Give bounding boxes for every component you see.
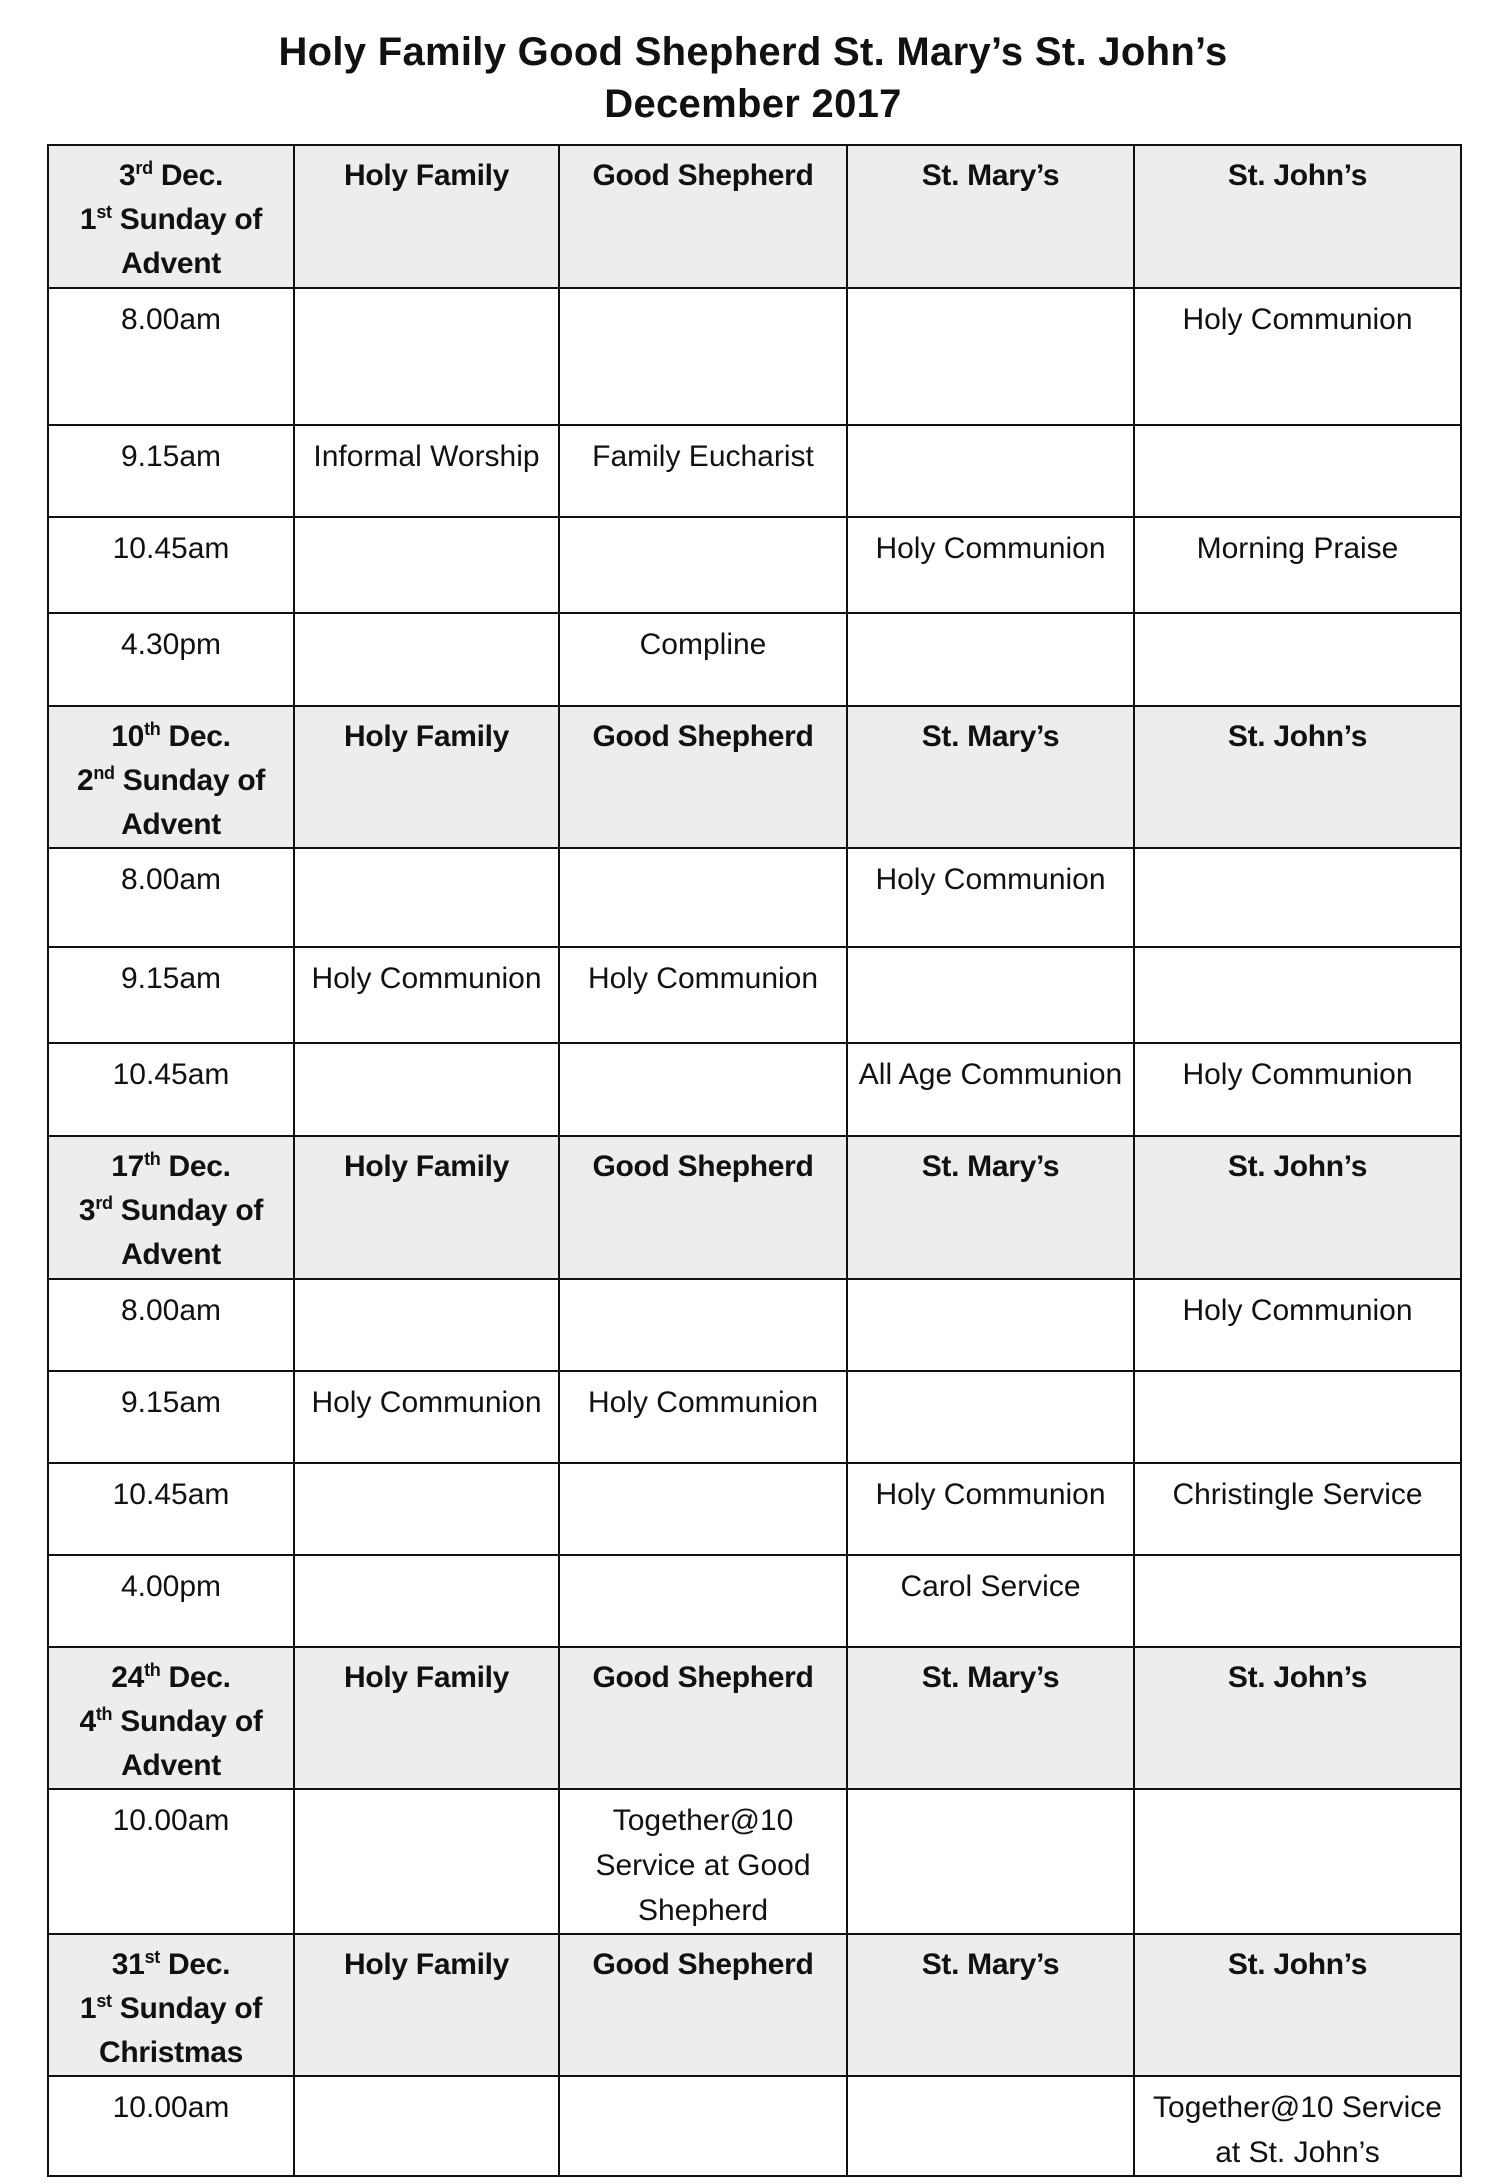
sunday-text: Sunday of	[111, 203, 263, 236]
church-header-st-johns: St. John’s	[1134, 706, 1461, 848]
sunday-text: Sunday of	[111, 1992, 263, 2025]
service-cell-holy-family: Holy Communion	[294, 947, 559, 1043]
sunday-number: 2	[76, 764, 94, 797]
week-date	[55, 154, 287, 198]
church-header-good-shepherd: Good Shepherd	[559, 145, 847, 288]
service-cell-good-shepherd: Compline	[559, 613, 847, 706]
service-cell-holy-family	[294, 2076, 559, 2176]
service-time: 4.00pm	[48, 1555, 294, 1647]
service-schedule-table	[47, 144, 1462, 2177]
service-cell-holy-family	[294, 1279, 559, 1371]
service-row	[48, 947, 1461, 1043]
church-header-st-johns: St. John’s	[1134, 145, 1461, 288]
sunday-suffix: rd	[95, 1193, 113, 1213]
sunday-label	[55, 198, 287, 242]
service-time: 10.00am	[48, 1789, 294, 1934]
date-number: 17	[111, 1150, 145, 1183]
service-cell-holy-family	[294, 517, 559, 613]
date-month: Dec.	[152, 159, 223, 192]
liturgical-season: Advent	[121, 1238, 221, 1271]
week-date	[55, 1656, 287, 1700]
service-cell-good-shepherd	[559, 288, 847, 425]
church-header-st-johns: St. John’s	[1134, 1647, 1461, 1789]
church-header-holy-family: Holy Family	[294, 145, 559, 288]
sunday-text: Sunday of	[112, 1705, 263, 1738]
service-cell-st-marys	[847, 1371, 1134, 1463]
service-cell-holy-family: Holy Communion	[294, 1371, 559, 1463]
service-cell-st-marys: Holy Communion	[847, 1463, 1134, 1555]
service-cell-holy-family	[294, 288, 559, 425]
week-date	[55, 715, 287, 759]
week-header-row	[48, 1136, 1461, 1279]
service-cell-st-johns: Christingle Service	[1134, 1463, 1461, 1555]
service-cell-st-marys: Carol Service	[847, 1555, 1134, 1647]
service-time: 10.45am	[48, 1043, 294, 1136]
service-time: 10.45am	[48, 1463, 294, 1555]
page-title: Holy Family Good Shepherd St. Mary’s St. John’s	[278, 30, 1228, 74]
church-header-st-johns: St. John’s	[1134, 1136, 1461, 1279]
sunday-text: Sunday of	[112, 1194, 264, 1227]
week-header-row	[48, 1934, 1461, 2076]
service-time: 8.00am	[48, 288, 294, 425]
service-cell-good-shepherd	[559, 848, 847, 947]
week-date	[55, 1943, 287, 1987]
service-row	[48, 848, 1461, 947]
service-cell-st-johns	[1134, 425, 1461, 517]
date-month: Dec.	[160, 1150, 231, 1183]
service-cell-good-shepherd: Holy Communion	[559, 1371, 847, 1463]
sunday-suffix: nd	[93, 763, 115, 783]
week-header-row	[48, 145, 1461, 288]
service-cell-holy-family	[294, 1789, 559, 1934]
week-date-cell	[48, 1934, 294, 2076]
date-number: 10	[111, 720, 145, 753]
service-row	[48, 2076, 1461, 2176]
date-month: Dec.	[159, 1948, 231, 1981]
church-header-holy-family: Holy Family	[294, 1934, 559, 2076]
service-cell-st-marys: Holy Communion	[847, 517, 1134, 613]
service-cell-holy-family	[294, 1043, 559, 1136]
service-row	[48, 288, 1461, 425]
date-suffix: rd	[135, 158, 153, 178]
sunday-text: Sunday of	[114, 764, 266, 797]
service-cell-st-johns	[1134, 613, 1461, 706]
service-cell-st-marys	[847, 613, 1134, 706]
service-row	[48, 517, 1461, 613]
week-date-cell	[48, 145, 294, 288]
service-cell-good-shepherd: Holy Communion	[559, 947, 847, 1043]
week-date-cell	[48, 1647, 294, 1789]
service-cell-st-marys	[847, 2076, 1134, 2176]
service-cell-st-marys: Holy Communion	[847, 848, 1134, 947]
service-row	[48, 613, 1461, 706]
service-row	[48, 1371, 1461, 1463]
liturgical-season: Advent	[121, 808, 221, 841]
service-cell-good-shepherd: Family Eucharist	[559, 425, 847, 517]
service-cell-st-johns	[1134, 947, 1461, 1043]
service-cell-st-marys: All Age Communion	[847, 1043, 1134, 1136]
sunday-suffix: th	[95, 1704, 113, 1724]
service-cell-st-johns: Holy Communion	[1134, 288, 1461, 425]
week-header-row	[48, 1647, 1461, 1789]
service-cell-holy-family	[294, 613, 559, 706]
service-cell-st-johns	[1134, 1371, 1461, 1463]
service-cell-st-johns: Holy Communion	[1134, 1043, 1461, 1136]
service-cell-good-shepherd	[559, 1555, 847, 1647]
service-time: 9.15am	[48, 425, 294, 517]
service-cell-good-shepherd: Together@10 Service at Good Shepherd	[559, 1789, 847, 1934]
church-header-holy-family: Holy Family	[294, 1647, 559, 1789]
date-suffix: th	[144, 719, 161, 739]
church-header-st-marys: St. Mary’s	[847, 1647, 1134, 1789]
service-row	[48, 1043, 1461, 1136]
sunday-label	[55, 759, 287, 803]
date-number: 24	[111, 1661, 145, 1694]
service-row	[48, 425, 1461, 517]
service-cell-good-shepherd	[559, 1043, 847, 1136]
date-suffix: th	[144, 1149, 161, 1169]
liturgical-season: Advent	[121, 247, 221, 280]
church-header-st-marys: St. Mary’s	[847, 706, 1134, 848]
sunday-label	[55, 1700, 287, 1744]
sunday-label	[55, 1987, 287, 2031]
service-cell-holy-family	[294, 1463, 559, 1555]
service-row	[48, 1279, 1461, 1371]
week-date	[55, 1145, 287, 1189]
sunday-suffix: st	[96, 202, 112, 222]
page-subtitle: December 2017	[604, 82, 902, 126]
service-row	[48, 1789, 1461, 1934]
service-cell-good-shepherd	[559, 2076, 847, 2176]
service-cell-good-shepherd	[559, 1279, 847, 1371]
date-number: 31	[111, 1948, 145, 1981]
date-suffix: st	[144, 1947, 160, 1967]
service-cell-good-shepherd	[559, 1463, 847, 1555]
schedule-body	[48, 145, 1461, 2176]
service-time: 8.00am	[48, 1279, 294, 1371]
service-time: 4.30pm	[48, 613, 294, 706]
service-time: 10.45am	[48, 517, 294, 613]
sunday-number: 3	[78, 1194, 96, 1227]
service-cell-st-marys	[847, 1279, 1134, 1371]
week-date-cell	[48, 1136, 294, 1279]
service-cell-st-johns: Holy Communion	[1134, 1279, 1461, 1371]
service-time: 9.15am	[48, 947, 294, 1043]
date-suffix: th	[144, 1660, 161, 1680]
sunday-suffix: st	[96, 1991, 112, 2011]
church-header-st-marys: St. Mary’s	[847, 1934, 1134, 2076]
service-cell-st-marys	[847, 1789, 1134, 1934]
service-time: 10.00am	[48, 2076, 294, 2176]
service-cell-st-marys	[847, 288, 1134, 425]
liturgical-season: Christmas	[98, 2036, 244, 2069]
service-cell-holy-family	[294, 848, 559, 947]
service-row	[48, 1555, 1461, 1647]
service-time: 8.00am	[48, 848, 294, 947]
week-header-row	[48, 706, 1461, 848]
church-header-good-shepherd: Good Shepherd	[559, 1136, 847, 1279]
liturgical-season: Advent	[121, 1749, 221, 1782]
sunday-number: 1	[79, 1992, 97, 2025]
service-cell-holy-family	[294, 1555, 559, 1647]
week-date-cell	[48, 706, 294, 848]
service-cell-st-johns	[1134, 848, 1461, 947]
church-header-good-shepherd: Good Shepherd	[559, 1934, 847, 2076]
date-month: Dec.	[160, 1661, 231, 1694]
date-number: 3	[118, 159, 136, 192]
church-header-good-shepherd: Good Shepherd	[559, 1647, 847, 1789]
church-header-good-shepherd: Good Shepherd	[559, 706, 847, 848]
service-cell-good-shepherd	[559, 517, 847, 613]
service-cell-st-marys	[847, 947, 1134, 1043]
sunday-number: 1	[79, 203, 97, 236]
church-header-st-marys: St. Mary’s	[847, 145, 1134, 288]
church-header-st-marys: St. Mary’s	[847, 1136, 1134, 1279]
sunday-number: 4	[79, 1705, 96, 1738]
service-cell-st-johns: Morning Praise	[1134, 517, 1461, 613]
service-time: 9.15am	[48, 1371, 294, 1463]
church-header-st-johns: St. John’s	[1134, 1934, 1461, 2076]
sunday-label	[55, 1189, 287, 1233]
church-header-holy-family: Holy Family	[294, 1136, 559, 1279]
service-cell-holy-family: Informal Worship	[294, 425, 559, 517]
service-row	[48, 1463, 1461, 1555]
service-cell-st-johns	[1134, 1789, 1461, 1934]
date-month: Dec.	[160, 720, 231, 753]
church-header-holy-family: Holy Family	[294, 706, 559, 848]
service-cell-st-johns	[1134, 1555, 1461, 1647]
service-cell-st-marys	[847, 425, 1134, 517]
service-cell-st-johns: Together@10 Service at St. John’s	[1134, 2076, 1461, 2176]
